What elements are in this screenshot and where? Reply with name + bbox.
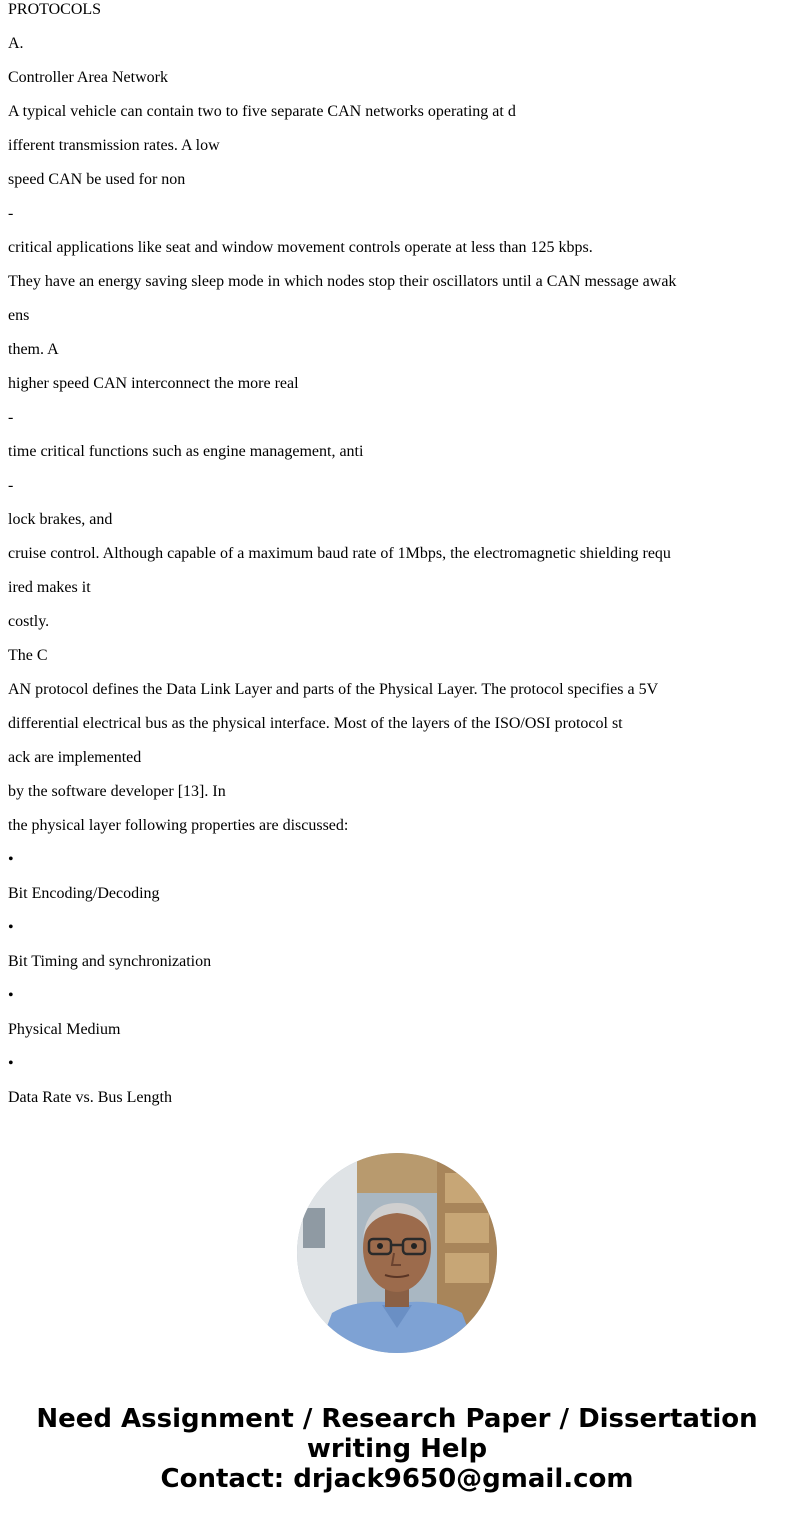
bullet-icon: • [8,1055,14,1072]
promo-contact-email[interactable]: Contact: drjack9650@gmail.com [160,1464,634,1494]
text-line: by the software developer [13]. In [8,783,226,800]
list-item: Data Rate vs. Bus Length [8,1089,172,1106]
text-line: ifferent transmission rates. A low [8,137,220,154]
list-item: Bit Encoding/Decoding [8,885,160,902]
subsection-title: Controller Area Network [8,69,168,86]
text-line: They have an energy saving sleep mode in which nodes stop their oscillators until a CAN message awak [8,273,677,290]
author-avatar [297,1153,497,1353]
text-line: speed CAN be used for non [8,171,186,188]
text-line: cruise control. Although capable of a maximum baud rate of 1Mbps, the electromagnetic shielding requ [8,545,671,562]
text-line: AN protocol defines the Data Link Layer and parts of the Physical Layer. The protocol specifies a 5V [8,681,659,698]
promo-banner [0,1404,794,1494]
text-line: lock brakes, and [8,511,113,528]
text-line: ack are implemented [8,749,142,766]
text-line: time critical functions such as engine management, anti [8,443,364,460]
text-line: - [8,409,14,426]
text-line: A typical vehicle can contain two to five separate CAN networks operating at d [8,103,516,120]
list-item: Physical Medium [8,1021,121,1038]
text-line: higher speed CAN interconnect the more real [8,375,299,392]
promo-subheadline: writing Help [306,1434,488,1464]
text-line: the physical layer following properties are discussed: [8,817,349,834]
section-heading: PROTOCOLS [8,1,102,18]
text-line: The C [8,647,48,664]
author-photo-icon [297,1153,497,1353]
text-line: them. A [8,341,59,358]
bullet-icon: • [8,851,14,868]
text-line: costly. [8,613,50,630]
bullet-icon: • [8,987,14,1004]
bullet-icon: • [8,919,14,936]
text-line: critical applications like seat and window movement controls operate at less than 125 kbps. [8,239,593,256]
text-line: differential electrical bus as the physical interface. Most of the layers of the ISO/OSI protocol st [8,715,623,732]
promo-headline: Need Assignment / Research Paper / Dissertation [36,1404,758,1434]
document-body [8,0,788,1122]
text-line: - [8,205,14,222]
text-line: - [8,477,14,494]
list-item: Bit Timing and synchronization [8,953,212,970]
subsection-number: A. [8,35,24,52]
text-line: ens [8,307,30,324]
text-line: ired makes it [8,579,91,596]
